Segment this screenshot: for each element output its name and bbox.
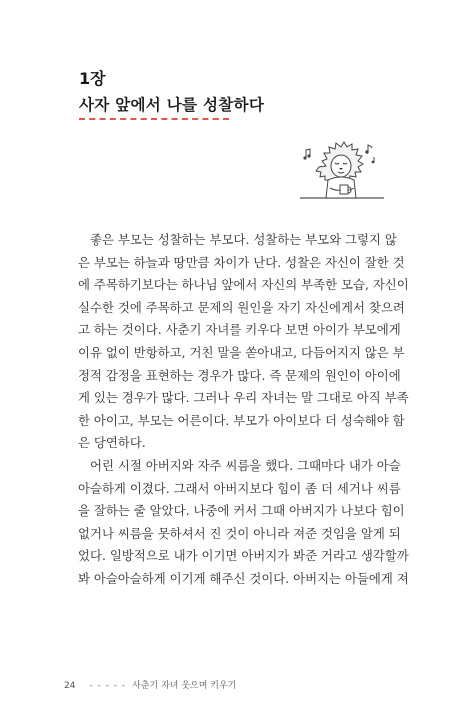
lion-with-mug-icon [296, 136, 388, 206]
book-title: 사춘기 자녀 웃으며 키우기 [132, 681, 237, 691]
footer-dashes: - - - - - [89, 681, 127, 691]
body-line: 에 주목하기보다는 하나님 앞에서 자신의 부족한 모습, 자신이 [78, 277, 409, 293]
body-line: 을 잘하는 줄 알았다. 나중에 커서 그때 아버지가 나보다 힘이 [78, 503, 405, 519]
page-number: 24 [64, 681, 76, 691]
body-line: 고 하는 것이다. 사춘기 자녀를 키우다 보면 아이가 부모에게 [78, 322, 401, 338]
body-line: 은 당연하다. [78, 435, 146, 451]
body-line: 었다. 일방적으로 내가 이기면 아버지가 봐준 거라고 생각할까 [78, 548, 409, 564]
title-dashed-rule [79, 118, 229, 120]
body-line: 봐 아슬아슬하게 이기게 해주신 것이다. 아버지는 아들에게 져 [78, 570, 409, 586]
body-text [78, 229, 409, 591]
body-line: 없거나 씨름을 못하셔서 진 것이 아니라 져준 것임을 알게 되 [78, 525, 401, 541]
chapter-number: 1장 [79, 69, 106, 88]
body-line: 게 있는 경우가 많다. 그러나 우리 자녀는 말 그대로 아직 부족 [78, 390, 409, 406]
chapter-title: 사자 앞에서 나를 성찰하다 [79, 96, 265, 114]
body-line: 은 부모는 하늘과 땅만큼 차이가 난다. 성찰은 자신이 잘한 것 [78, 254, 405, 270]
page-footer [64, 678, 236, 691]
body-line: 아슬하게 이겼다. 그래서 아버지보다 힘이 좀 더 세거나 씨름 [78, 480, 401, 496]
body-line: 이유 없이 반항하고, 거친 말을 쏟아내고, 다듬어지지 않은 부 [78, 344, 405, 360]
body-line: 어린 시절 아버지와 자주 씨름을 했다. 그때마다 내가 아슬 [90, 457, 401, 473]
body-line: 실수한 것에 주목하고 문제의 원인을 자기 자신에게서 찾으려 [78, 299, 405, 315]
body-line: 한 아이고, 부모는 어른이다. 부모가 아이보다 더 성숙해야 함 [78, 412, 405, 428]
body-line: 정적 감정을 표현하는 경우가 많다. 즉 문제의 원인이 아이에 [78, 367, 401, 383]
body-line: 좋은 부모는 성찰하는 부모다. 성찰하는 부모와 그렇지 않 [90, 232, 397, 247]
